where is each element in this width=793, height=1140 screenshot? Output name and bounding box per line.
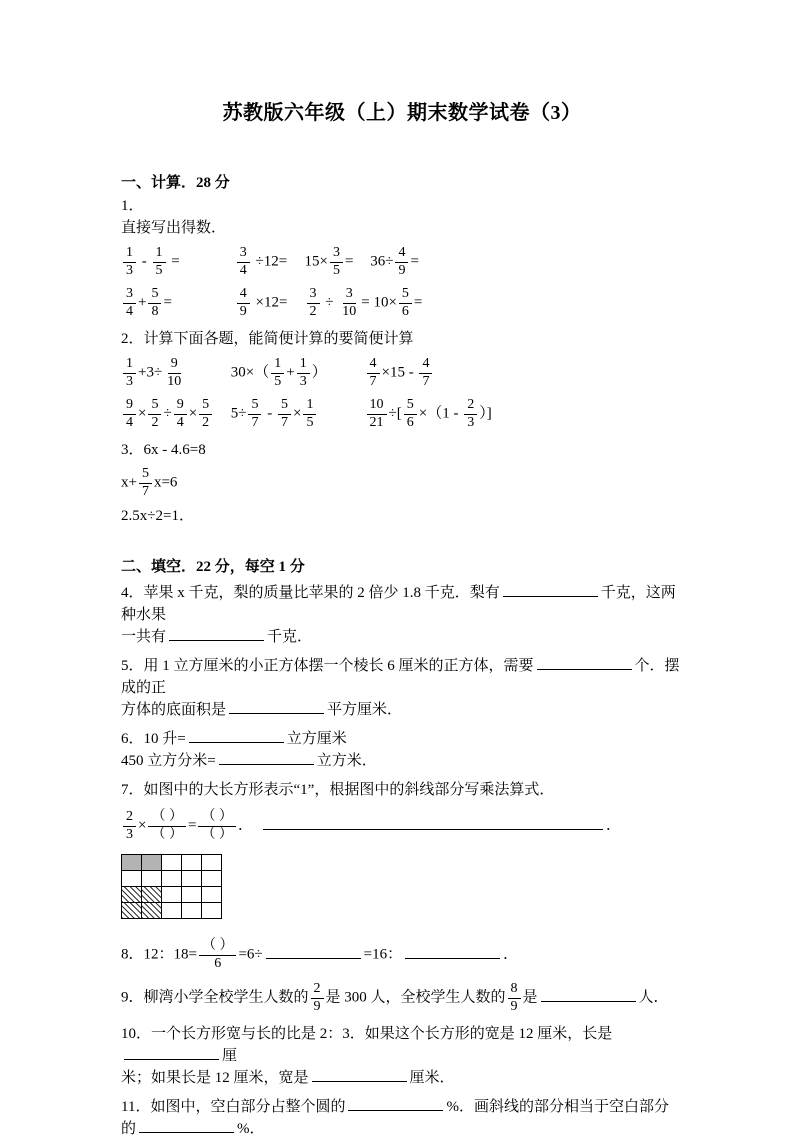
answer-blank <box>348 1096 443 1111</box>
fraction: $\frac{1}{5}$ <box>303 397 316 431</box>
q7-text: 7．如图中的大长方形表示“1”，根据图中的斜线部分写乘法算式． <box>121 782 555 799</box>
fraction: $\frac{8}{9}$ <box>508 981 521 1015</box>
grid-cell <box>162 903 182 919</box>
fraction: $\frac{2}{9}$ <box>311 981 324 1015</box>
math-expression: $\frac{4}{9}$ ×12= <box>235 285 301 321</box>
fraction: $\frac{9}{4}$ <box>123 397 136 431</box>
fraction: $\frac{5}{7}$ <box>248 397 261 431</box>
grid-cell <box>202 871 222 887</box>
answer-blank <box>189 728 284 743</box>
fraction: $\frac{4}{7}$ <box>419 356 432 390</box>
q2-row1 <box>121 355 683 391</box>
answer-blank <box>541 987 636 1002</box>
math-expression: $\frac{10}{21}$ ÷[ $\frac{5}{6}$ ×（1 - $\frac{2}{3}$ ）] <box>365 396 492 432</box>
fraction: $\frac{5}{6}$ <box>404 397 417 431</box>
fraction: $\frac{2}{3}$ <box>123 809 136 843</box>
q4-line1: 4．苹果 x 千克，梨的质量比苹果的 2 倍少 1.8 千克．梨有 千克，这两种水果 <box>121 582 683 626</box>
fraction: $\frac{2}{3}$ <box>464 397 477 431</box>
fraction: $\frac{5}{2}$ <box>199 397 212 431</box>
fraction: $\frac{5}{6}$ <box>399 286 412 320</box>
fraction: $\frac{3}{2}$ <box>307 286 320 320</box>
grid-cell <box>202 887 222 903</box>
grid-cell <box>162 855 182 871</box>
q4-line2: 一共有 千克． <box>121 626 683 648</box>
fraction: $\frac{1}{3}$ <box>297 356 310 390</box>
math-expression: $\frac{1}{3}$ - $\frac{1}{5}$ = <box>121 244 231 280</box>
grid-cell <box>122 903 142 919</box>
grid-cell <box>142 871 162 887</box>
q1-number: 1． <box>121 198 144 214</box>
answer-blank <box>169 626 264 641</box>
answer-blank <box>139 1118 234 1133</box>
q5-line2: 方体的底面积是 平方厘米． <box>121 699 683 721</box>
grid-cell <box>162 871 182 887</box>
answer-blank <box>219 750 314 765</box>
grid-cell <box>202 855 222 871</box>
math-expression: $\frac{3}{4}$ ÷12= <box>235 244 301 280</box>
section-fill-heading: 二、填空．22 分，每空 1 分 <box>121 559 305 576</box>
q6-line1: 6．10 升= 立方厘米 <box>121 728 683 750</box>
fraction: $\frac{4}{7}$ <box>367 356 380 390</box>
fraction: $\frac{10}{21}$ <box>367 397 387 431</box>
grid-cell <box>182 871 202 887</box>
q2-row2 <box>121 396 683 432</box>
q5-line1: 5．用 1 立方厘米的小正方体摆一个棱长 6 厘米的正方体，需要 个．摆成的正 <box>121 655 683 699</box>
q1-prompt: 直接写出得数． <box>121 220 227 236</box>
grid-cell <box>202 903 222 919</box>
fraction: $\frac{9}{10}$ <box>167 356 182 389</box>
section-calc-heading: 一、计算．28 分 <box>121 175 230 191</box>
grid-cell <box>122 871 142 887</box>
fraction: $\frac{3}{10}$ <box>342 286 357 319</box>
fraction: $\frac{1}{5}$ <box>153 245 166 279</box>
answer-blank <box>405 944 500 959</box>
answer-blank <box>503 582 598 597</box>
math-expression: 36÷ $\frac{4}{9}$ = <box>370 245 419 278</box>
math-expression: $\frac{3}{4}$ + $\frac{5}{8}$ = <box>121 285 231 321</box>
fraction: $\frac{5}{8}$ <box>148 286 161 320</box>
q3-line3: 2.5x÷2=1． <box>121 508 194 525</box>
q11-line2: 的 %． <box>121 1118 683 1140</box>
grid-cell <box>182 903 202 919</box>
fraction: $\frac{9}{4}$ <box>174 397 187 431</box>
fraction: $\frac{( )}{( )}$ <box>198 809 236 843</box>
answer-blank <box>266 944 361 959</box>
q7-grid <box>121 854 222 919</box>
fraction: $\frac{3}{4}$ <box>237 245 250 279</box>
grid-cell <box>182 855 202 871</box>
q8-line: 8．12：18= $\frac{( )}{6}$ =6÷ =16： ． <box>121 938 519 971</box>
math-expression: $\frac{9}{4}$ × $\frac{5}{2}$ ÷ $\frac{9}{4}$ × $\frac{5}{2}$ <box>121 396 227 432</box>
fraction: $\frac{( )}{( )}$ <box>148 809 186 843</box>
fraction: $\frac{4}{9}$ <box>395 245 408 279</box>
grid-cell <box>142 855 162 871</box>
grid-cell <box>122 855 142 871</box>
answer-blank <box>229 699 324 714</box>
math-expression: 5÷ $\frac{5}{7}$ - $\frac{5}{7}$ × $\frac{1}{5}$ <box>231 396 361 432</box>
fraction: $\frac{4}{9}$ <box>237 286 250 320</box>
grid-cell <box>122 887 142 903</box>
math-expression: 30×（ $\frac{1}{5}$ + $\frac{1}{3}$ ） <box>230 356 327 389</box>
answer-blank <box>263 815 603 830</box>
math-expression: 15× $\frac{3}{5}$ = <box>304 245 354 278</box>
q3-line2: x+ $\frac{5}{7}$ x=6 <box>121 466 178 499</box>
math-expression: $\frac{3}{2}$ ÷ $\frac{3}{10}$ = <box>305 285 370 321</box>
q10-line1: 10．一个长方形宽与长的比是 2：3．如果这个长方形的宽是 12 厘米，长是厘 <box>121 1026 613 1065</box>
q7-equation: $\frac{2}{3}$ × $\frac{( )}{( )}$ = $\frac{( )}{( )}$ ． ． <box>121 808 683 844</box>
q1-row1 <box>121 244 683 280</box>
fraction: $\frac{1}{5}$ <box>271 356 284 390</box>
grid-cell <box>162 887 182 903</box>
grid-cell <box>142 887 162 903</box>
math-expression: $\frac{1}{3}$ +3÷ $\frac{9}{10}$ <box>121 355 227 391</box>
q10-line2: 米；如果长是 12 厘米，宽是 厘米． <box>121 1067 683 1089</box>
grid-cell <box>182 887 202 903</box>
page-title: 苏教版六年级（上）期末数学试卷（3） <box>222 102 582 124</box>
q11-line1: 11．如图中，空白部分占整个圆的 %．画斜线的部分相当于空白部分 <box>121 1096 683 1118</box>
math-expression: $\frac{4}{7}$ ×15 - $\frac{4}{7}$ <box>365 355 435 391</box>
fraction: $\frac{5}{7}$ <box>139 466 152 500</box>
answer-blank <box>537 655 632 670</box>
q3-line1: 3．6x - 4.6=8 <box>121 442 206 459</box>
fraction: $\frac{1}{3}$ <box>123 245 136 279</box>
grid-cell <box>142 903 162 919</box>
fraction: $\frac{1}{3}$ <box>123 356 136 390</box>
fraction: $\frac{5}{2}$ <box>148 397 161 431</box>
fraction: $\frac{3}{4}$ <box>123 286 136 320</box>
q6-line2: 450 立方分米= 立方米． <box>121 750 683 772</box>
math-expression: 10× $\frac{5}{6}$ = <box>373 286 423 319</box>
fraction: $\frac{3}{5}$ <box>330 245 343 279</box>
q2-prompt: 2．计算下面各题，能简便计算的要简便计算 <box>121 331 414 348</box>
answer-blank <box>124 1045 219 1060</box>
fraction: $\frac{( )}{6}$ <box>199 938 237 972</box>
fraction: $\frac{5}{7}$ <box>278 397 291 431</box>
q1-row2 <box>121 285 683 321</box>
answer-blank <box>312 1067 407 1082</box>
q9-line: 9．柳湾小学全校学生人数的 $\frac{2}{9}$ 是 300 人，全校学生人数的 $\frac{8}{9}$ 是 人． <box>121 981 669 1014</box>
